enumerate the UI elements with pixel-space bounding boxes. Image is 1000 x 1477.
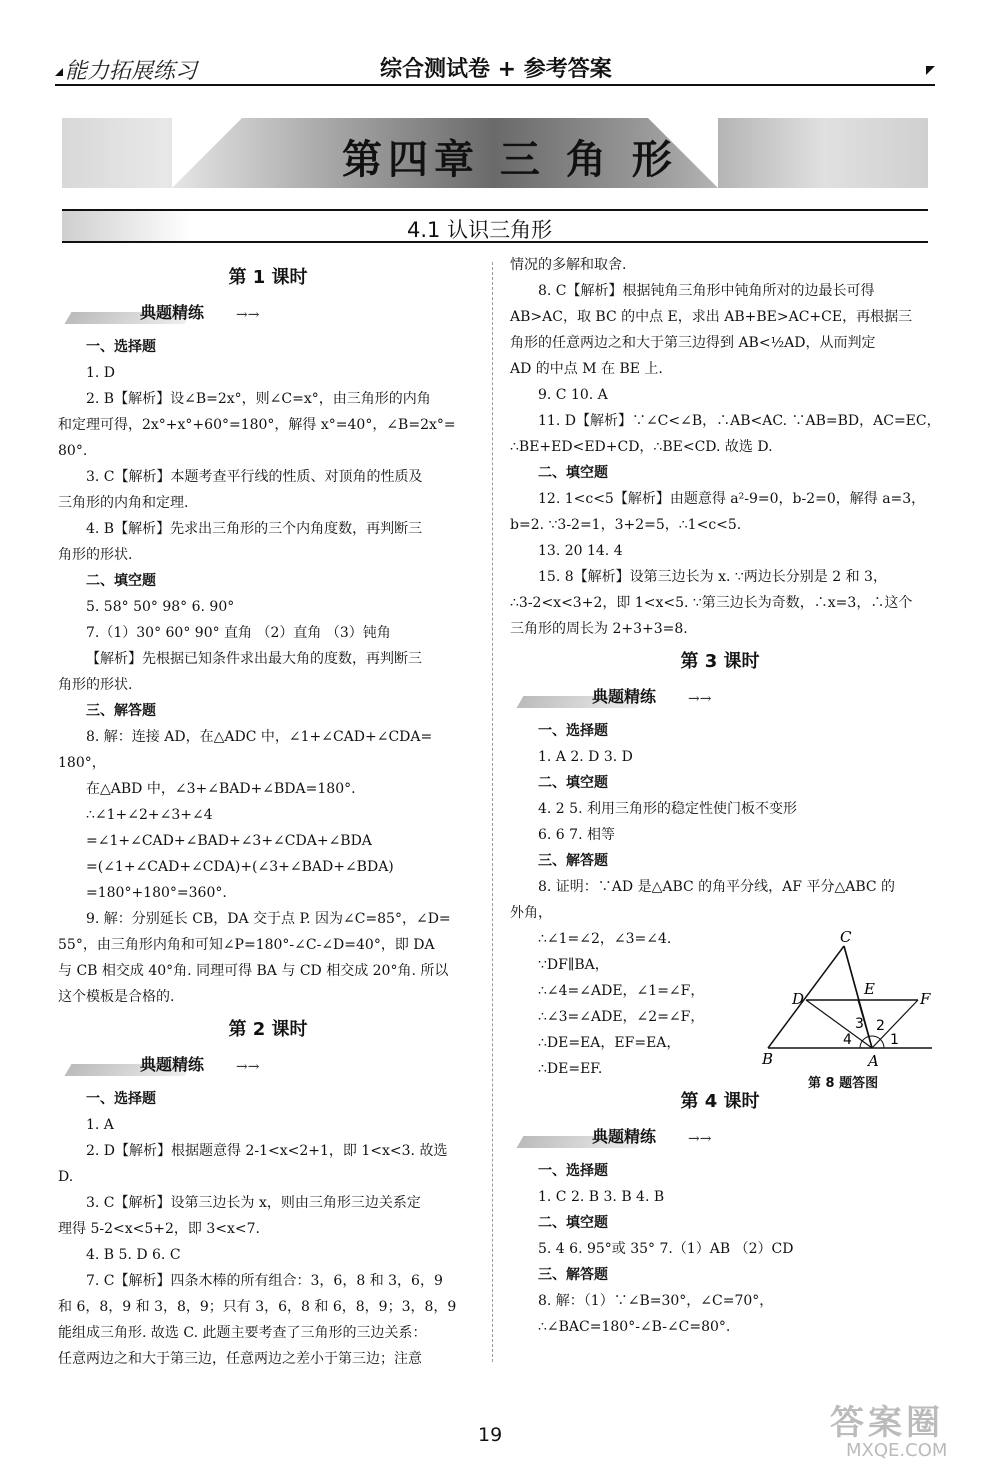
angle-label-4: 4	[843, 1032, 852, 1048]
answer-continuation: 角形的形状.	[58, 677, 133, 693]
answer-line: 【解析】先根据已知条件求出最大角的度数，再判断三	[86, 651, 422, 667]
answer-line: 13. 20 14. 4	[538, 543, 623, 559]
question-type-heading: 二、填空题	[538, 1215, 608, 1231]
page-number: 19	[478, 1424, 503, 1446]
angle-label-2: 2	[876, 1018, 885, 1034]
label-F: F	[920, 990, 931, 1008]
question-type-heading: 三、解答题	[538, 853, 608, 869]
lesson-heading: 第 3 课时	[680, 651, 760, 672]
answer-continuation: 任意两边之和大于第三边，任意两边之差小于第三边；注意	[58, 1351, 422, 1367]
header-rule	[55, 84, 935, 86]
left-column	[58, 258, 478, 1372]
answer-line: ∴∠1=∠2，∠3=∠4.	[538, 931, 672, 947]
answer-line: ∴∠BAC=180°-∠B-∠C=80°.	[538, 1319, 731, 1335]
double-arrow-icon: →→	[688, 691, 712, 707]
answer-line: ∴DE=EF.	[538, 1061, 603, 1077]
answer-line: 9. C 10. A	[538, 387, 608, 403]
answer-continuation: AD 的中点 M 在 BE 上.	[510, 361, 663, 377]
label-C: C	[840, 930, 852, 946]
label-D: D	[792, 990, 805, 1008]
question-type-heading: 二、填空题	[86, 573, 156, 589]
answer-continuation: 80°.	[58, 443, 88, 459]
double-arrow-icon: →→	[688, 1131, 712, 1147]
answer-line: ∴DE=EA，EF=EA，	[538, 1035, 681, 1051]
section-title: 4.1 认识三角形	[407, 218, 553, 242]
practice-banner	[510, 1122, 930, 1158]
answer-line: 6. 6 7. 相等	[538, 827, 615, 843]
answer-line: =180°+180°=360°.	[86, 885, 227, 901]
lesson-heading: 第 4 课时	[680, 1091, 760, 1112]
header-book-title: 综合测试卷 + 参考答案	[380, 57, 612, 82]
question-type-heading: 三、解答题	[86, 703, 156, 719]
answer-line: 8. 解：连接 AD，在△ADC 中，∠1+∠CAD+∠CDA=	[86, 729, 433, 745]
answer-continuation: 和定理可得，2x°+x°+60°=180°，解得 x°=40°，∠B=2x°=	[58, 417, 456, 433]
answer-line: 4. 2 5. 利用三角形的稳定性使门板不变形	[538, 801, 797, 817]
header-left-triangle-icon	[55, 68, 63, 76]
chapter-title: 第四章 三 角 形	[342, 137, 678, 183]
angle-label-1: 1	[890, 1032, 899, 1048]
banner-left-cut	[172, 118, 242, 188]
answer-line: ∵DF∥BA，	[538, 957, 609, 973]
answer-continuation: 三角形的周长为 2+3+3=8.	[510, 621, 688, 637]
page-header	[55, 48, 935, 86]
answer-line: 8. C【解析】根据钝角三角形中钝角所对的边最长可得	[538, 283, 875, 299]
answer-continuation: 理得 5-2<x<5+2，即 3<x<7.	[58, 1221, 260, 1237]
answer-continuation: AB>AC，取 BC 的中点 E，求出 AB+BE>AC+CE，再根据三	[510, 309, 913, 325]
answer-line: 3. C【解析】本题考查平行线的性质、对顶角的性质及	[86, 469, 423, 485]
double-arrow-icon: →→	[236, 1059, 260, 1075]
answer-continuation: ∴BE+ED<ED+CD，∴BE<CD. 故选 D.	[510, 439, 773, 455]
question-type-heading: 一、选择题	[538, 1163, 608, 1179]
angle-label-3: 3	[855, 1016, 864, 1032]
label-E: E	[864, 980, 875, 998]
answer-line: 5. 4 6. 95°或 35° 7.（1）AB （2）CD	[538, 1241, 794, 1257]
answer-line: =(∠1+∠CAD+∠CDA)+(∠3+∠BAD+∠BDA)	[86, 859, 394, 875]
answer-continuation: 180°，	[58, 755, 106, 771]
answer-continuation: 55°，由三角形内角和可知∠P=180°-∠C-∠D=40°，即 DA	[58, 937, 435, 953]
label-B: B	[762, 1050, 774, 1068]
answer-line: 1. C 2. B 3. B 4. B	[538, 1189, 665, 1205]
answer-line: ∴∠3=∠ADE，∠2=∠F，	[538, 1009, 705, 1025]
lesson-heading: 第 2 课时	[228, 1019, 308, 1040]
right-column	[510, 252, 941, 1340]
answer-line: 1. D	[86, 365, 116, 381]
triangle-figure	[760, 930, 940, 1070]
answer-continuation: D.	[58, 1169, 74, 1185]
double-arrow-icon: →→	[236, 307, 260, 323]
answer-continuation: 角形的形状.	[58, 547, 133, 563]
answer-line: ∴∠1+∠2+∠3+∠4	[86, 807, 213, 823]
answer-continuation: 能组成三角形. 故选 C. 此题主要考查了三角形的三边关系：	[58, 1325, 427, 1341]
answer-continuation: b=2. ∵3-2=1，3+2=5，∴1<c<5.	[510, 517, 742, 533]
chapter-banner	[62, 118, 928, 188]
answer-continuation: 角形的任意两边之和大于第三边得到 AB<½AD，从而判定	[510, 335, 876, 351]
answer-line: 在△ABD 中，∠3+∠BAD+∠BDA=180°.	[86, 781, 356, 797]
answer-line: =∠1+∠CAD+∠BAD+∠3+∠CDA+∠BDA	[86, 833, 372, 849]
answer-line: 4. B 5. D 6. C	[86, 1247, 181, 1263]
practice-banner	[58, 298, 478, 334]
answer-line: 4. B【解析】先求出三角形的三个内角度数，再判断三	[86, 521, 423, 537]
question-type-heading: 二、填空题	[538, 775, 608, 791]
answer-line: 7.（1）30° 60° 90° 直角 （2）直角 （3）钝角	[86, 625, 391, 641]
question-type-heading: 一、选择题	[538, 723, 608, 739]
answer-line: 11. D【解析】∵∠C<∠B，∴AB<AC. ∵AB=BD，AC=EC，	[538, 413, 941, 429]
question-type-heading: 一、选择题	[86, 1091, 156, 1107]
practice-label: 典题精练	[140, 303, 205, 322]
answer-line: 2. B【解析】设∠B=2x°，则∠C=x°，由三角形的内角	[86, 391, 431, 407]
section-gradient	[62, 211, 192, 241]
answer-continuation: ∴3-2<x<3+2，即 1<x<5. ∵第三边长为奇数，∴x=3，∴这个	[510, 595, 913, 611]
answer-continuation: 情况的多解和取舍.	[510, 257, 627, 273]
label-A: A	[868, 1052, 879, 1070]
answer-line: 2. D【解析】根据题意得 2-1<x<2+1，即 1<x<3. 故选	[86, 1143, 448, 1159]
answer-line: 1. A	[86, 1117, 114, 1133]
answer-line: 5. 58° 50° 98° 6. 90°	[86, 599, 235, 615]
header-right-triangle-icon	[926, 66, 935, 75]
section-heading	[62, 205, 928, 243]
question-type-heading: 三、解答题	[538, 1267, 608, 1283]
answer-continuation: 与 CB 相交成 40°角. 同理可得 BA 与 CD 相交成 20°角. 所以	[58, 963, 449, 979]
practice-banner	[58, 1050, 478, 1086]
answer-continuation: 三角形的内角和定理.	[58, 495, 189, 511]
answer-continuation: 这个模板是合格的.	[58, 989, 175, 1005]
answer-line: 12. 1<c<5【解析】由题意得 a²-9=0，b-2=0，解得 a=3，	[538, 491, 926, 507]
figure-q8	[760, 930, 940, 1095]
lesson-heading: 第 1 课时	[228, 267, 308, 288]
answer-continuation: 和 6，8，9 和 3，8，9；只有 3，6，8 和 6，8，9；3，8，9	[58, 1299, 457, 1315]
answer-line: 3. C【解析】设第三边长为 x，则由三角形三边关系定	[86, 1195, 421, 1211]
practice-banner	[510, 682, 930, 718]
answer-line: 7. C【解析】四条木棒的所有组合：3，6，8 和 3，6，9	[86, 1273, 443, 1289]
column-divider	[492, 262, 493, 1362]
watermark-url: MXQE.COM	[846, 1440, 948, 1461]
answer-line: 9. 解：分别延长 CB，DA 交于点 P. 因为∠C=85°，∠D=	[86, 911, 451, 927]
practice-label: 典题精练	[592, 687, 657, 706]
watermark-logo: 答案圈	[830, 1403, 944, 1443]
practice-label: 典题精练	[592, 1127, 657, 1146]
figure-caption: 第 8 题答图	[808, 1076, 879, 1091]
answer-continuation: 外角，	[510, 905, 552, 921]
answer-line: 8. 证明：∵AD 是△ABC 的角平分线，AF 平分△ABC 的	[538, 879, 896, 895]
section-rule-bottom	[62, 241, 928, 243]
question-type-heading: 一、选择题	[86, 339, 156, 355]
answer-line: 15. 8【解析】设第三边长为 x. ∵两边长分别是 2 和 3，	[538, 569, 887, 585]
header-series-title: 能力拓展练习	[65, 59, 198, 84]
answer-line: 1. A 2. D 3. D	[538, 749, 633, 765]
practice-label: 典题精练	[140, 1055, 205, 1074]
answer-line: ∴∠4=∠ADE，∠1=∠F，	[538, 983, 705, 999]
question-type-heading: 二、填空题	[538, 465, 608, 481]
answer-line: 8. 解：（1）∵∠B=30°，∠C=70°，	[538, 1293, 774, 1309]
